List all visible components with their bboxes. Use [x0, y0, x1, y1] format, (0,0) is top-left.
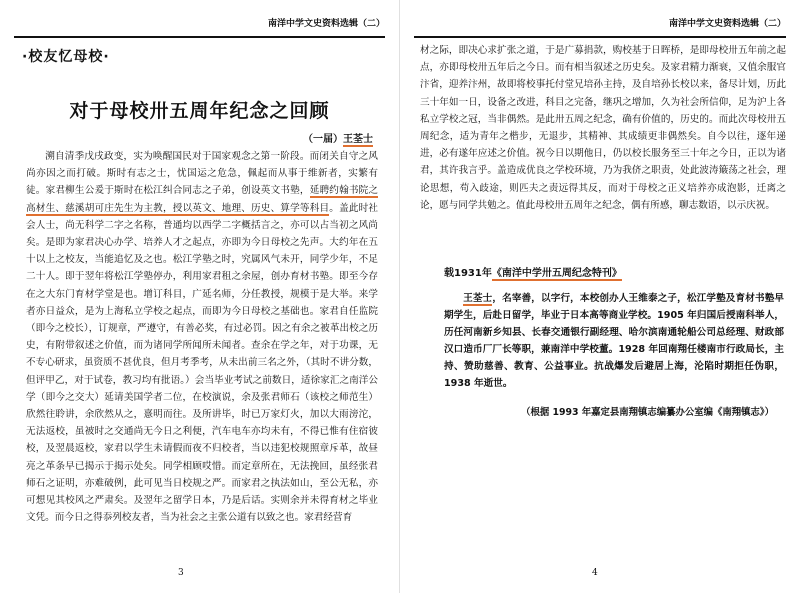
highlighted-phrase-1: 延聘约翰书院之高材生、慈溪胡可庄先生为主教，授以英文、地理、历史、	[26, 185, 379, 214]
note-heading-source: 《南洋中学卅五周纪念特刊》	[491, 268, 622, 279]
source-citation: （根据 1993 年嘉定县南翔镇志编纂办公室编《南翔镇志》）	[521, 407, 774, 418]
body-paragraph-rest: 。盖此时社会人士，尚无科学二字之名称，普通均以西学二字概括言之，亦可以占当初之风尚矣。是即为家君决心办学、培养人才之起点，亦即为今日母校之先声。大约年在五十以上之校友，当能追忆及之也。松江学塾之时，究属风气未开，同学少年，不足二十人。即于翌年将松江学塾停办，利用家君租之余屋，创办育材书塾。即至今存在之大东门育材学堂是也。增订科目，广延名师，分任教授，规模于是大举。来学者亦日益众，是为上海私立学校之起点，而即为今日母校之基础也。家君自任监院（即今之校长），订规章，严遵守，有善必奖，有过必罚。因之有余之被革出校之历史，有附带叙述之价值，而为诸同学所闻所未闻者。查余在学之年，对于功课，无不专心研求，虽资质不甚优良，但月考季考，从未出前三名之外，（其时不讲分数，但评甲乙，对于试卷，教习均有批语。）会当毕业考试之前数日，适徐家汇之南洋公学（即今之交大）延请美国学者二位，在校演说，余及张君师石（该校之师范生）欣然往聆讲，余欣然从之，憙明而往。及所讲毕，时已万家灯火，加以大雨滂沱，无法返校，虽被时之交通尚无今日之利便，汽车电车亦均未有，不得已惟有住宿彼校，及翌晨返校，家君以学生未请假而夜不归校者，当以违犯校规照章斥革，故昼亮之革条早已揭示于揭示处矣。同学相顾哎惜。而定章所在，无法挽回，虽经张君师石之证明，亦难破例，此可见当日校规之严。而家君之执法如山，至公无私，亦可想见其校风之严肃矣。及翌年之留学日本，乃是后话。实则余并未得育材之毕业文凭。而今日之得忝列校友者，当为社会之主张公道有以致之也。家君经营育	[26, 202, 379, 524]
highlighted-phrase-2: 算学等科目	[280, 202, 330, 214]
note-heading	[444, 264, 622, 279]
page-number-left: 3	[178, 568, 184, 578]
byline-prefix: （一届）	[303, 134, 343, 145]
article-body-right: 材之际，即决心求扩张之道，于是广募捐款，购校基于日晖桥，是即母校卅五年前之起点，亦即母校卅五年后之今日。而有相当叙述之历史矣。及家君精力渐衰，又值余服官汴省，迎养汴州，故即将校事托付堂兄培孙主持，及自培孙长校以来，备尽计划，历此三十年如一日，设备之改进，科目之完备，继巩之增加，久为社会所信仰，足为沪上各私立学校之冠，当非偶然。是此卅五周之纪念，确有价值的，历史的。而此次母校卅五周纪念，适为青年之楷步，无退步，其精神、其成绩更非偶然矣。自今以往，逐年递进，必有遂年应述之价值。祝今日以期他日，仍以校长服务至三十年之今日，正以为诸君，其许我言乎。盖造成优良之学校环境，乃为我侪之职责，处此波涛簸荡之社会，理论思想，苟入歧途，则匹夫之责远得其反，而对于母校之正义培养亦成泡影，迁离之论，愿与同学共勉之。值此母校卅五周年之纪念，偶有所感，聊志数语，以示庆祝。	[420, 45, 786, 211]
section-title: ·校友忆母校·	[22, 49, 110, 65]
body-paragraph-start: 溯自清季戊戌政变，实为唤醒国民对于国家观念之第一阶段。而闭关自守之风尚亦因之而打破。斯时有志之士，忧国运之危急，佩起而从事于维新者，实繁有徒。家君柳生公爰于斯时在松江纠合同志之子弟，创设英文书塾，	[26, 151, 378, 197]
right-page	[400, 0, 800, 593]
note-body: ，名宰善，以字行，本校创办人王维泰之子，松江学塾及育材书塾早期学生，后赴日留学，毕业于日本高等商业学校。1905 年归国后授南科举人，历任河南新乡知县、长春交通银行副经理、哈尔滨南通轮船公司总经理、财政部汉口造币厂厂长等职，兼南洋中学校董。1928 年回南翔任楼南市行政局长，主持、赞助慈善、教育、公益事业。抗战爆发后避居上海，沦陷时期拒任伪职，1938 年逝世。	[444, 293, 785, 389]
running-header-left: 南洋中学文史资料选辑（二）	[14, 14, 385, 38]
article-body-left	[26, 148, 378, 526]
note-author-name: 王荃士	[463, 293, 493, 304]
running-header-right: 南洋中学文史资料选辑（二）	[414, 14, 786, 38]
article-title: 对于母校卅五周年纪念之回顾	[69, 100, 330, 122]
note-heading-prefix: 载1931年	[444, 268, 492, 279]
byline-author: 王荃士	[343, 134, 373, 145]
author-note	[444, 290, 784, 392]
page-number-right: 4	[592, 568, 598, 578]
byline	[303, 130, 373, 145]
